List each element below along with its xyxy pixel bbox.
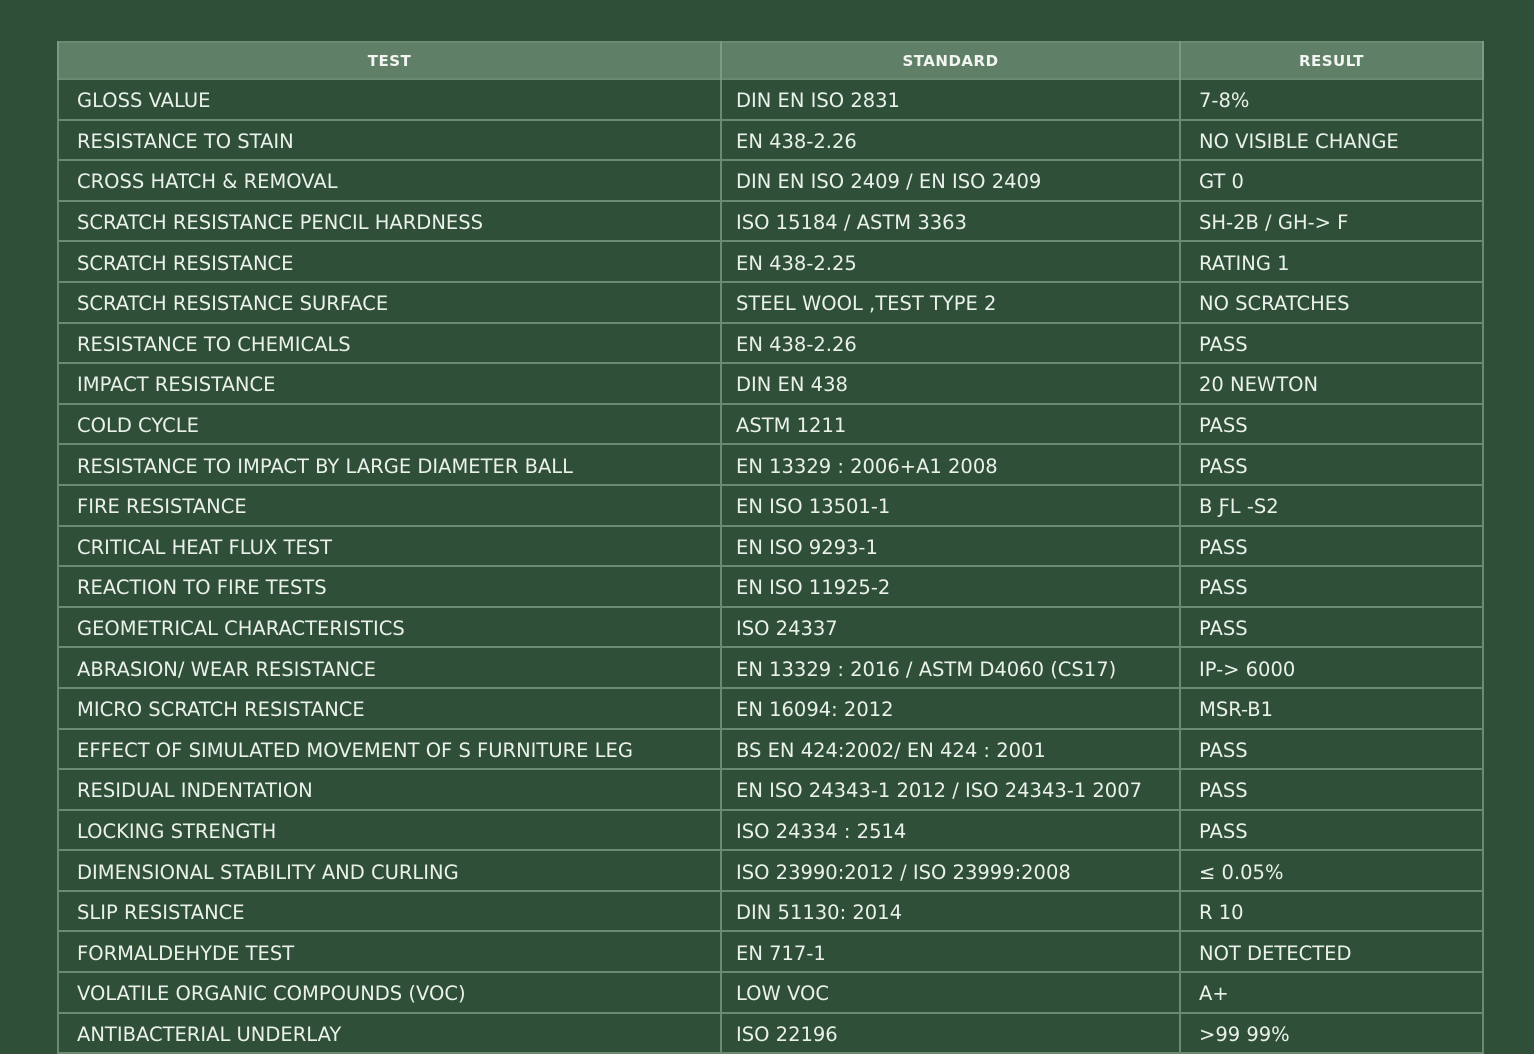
standard-cell: DIN EN ISO 2409 / EN ISO 2409 [721,160,1180,201]
result-cell: RATING 1 [1180,241,1483,282]
table-row [58,729,1483,770]
test-cell: GLOSS VALUE [58,79,721,120]
result-cell: GT 0 [1180,160,1483,201]
table-row [58,810,1483,851]
test-cell: FORMALDEHYDE TEST [58,931,721,972]
result-cell: R 10 [1180,891,1483,932]
test-cell: VOLATILE ORGANIC COMPOUNDS (VOC) [58,972,721,1013]
test-cell: LOCKING STRENGTH [58,810,721,851]
standard-cell: EN ISO 11925-2 [721,566,1180,607]
result-cell: SH-2B / GH-> F [1180,201,1483,242]
standard-cell: ISO 22196 [721,1013,1180,1054]
standard-cell: ISO 15184 / ASTM 3363 [721,201,1180,242]
test-cell: DIMENSIONAL STABILITY AND CURLING [58,850,721,891]
table-row [58,850,1483,891]
test-cell: IMPACT RESISTANCE [58,363,721,404]
standard-cell: LOW VOC [721,972,1180,1013]
table-row [58,404,1483,445]
result-cell: PASS [1180,444,1483,485]
test-cell: CRITICAL HEAT FLUX TEST [58,526,721,567]
standard-cell: BS EN 424:2002/ EN 424 : 2001 [721,729,1180,770]
table-row [58,972,1483,1013]
result-cell: B ƑL -S2 [1180,485,1483,526]
test-cell: SLIP RESISTANCE [58,891,721,932]
standard-cell: EN 438-2.26 [721,120,1180,161]
test-cell: ABRASION/ WEAR RESISTANCE [58,647,721,688]
column-header-test: TEST [58,42,721,79]
table-header [58,42,1483,79]
table-row [58,120,1483,161]
table-row [58,323,1483,364]
result-cell: A+ [1180,972,1483,1013]
table-row [58,566,1483,607]
table-row [58,769,1483,810]
result-cell: PASS [1180,729,1483,770]
test-cell: FIRE RESISTANCE [58,485,721,526]
table-row [58,688,1483,729]
test-cell: RESISTANCE TO IMPACT BY LARGE DIAMETER BALL [58,444,721,485]
standard-cell: EN 13329 : 2006+A1 2008 [721,444,1180,485]
table-row [58,282,1483,323]
result-cell: 7-8% [1180,79,1483,120]
table-row [58,485,1483,526]
result-cell: PASS [1180,323,1483,364]
test-cell: SCRATCH RESISTANCE SURFACE [58,282,721,323]
standard-cell: EN 438-2.26 [721,323,1180,364]
standard-cell: EN 717-1 [721,931,1180,972]
test-cell: SCRATCH RESISTANCE [58,241,721,282]
test-cell: GEOMETRICAL CHARACTERISTICS [58,607,721,648]
test-cell: RESISTANCE TO STAIN [58,120,721,161]
standard-cell: ISO 23990:2012 / ISO 23999:2008 [721,850,1180,891]
table-row [58,160,1483,201]
table-row [58,931,1483,972]
test-cell: EFFECT OF SIMULATED MOVEMENT OF S FURNITURE LEG [58,729,721,770]
test-cell: SCRATCH RESISTANCE PENCIL HARDNESS [58,201,721,242]
table-row [58,363,1483,404]
standard-cell: EN ISO 24343-1 2012 / ISO 24343-1 2007 [721,769,1180,810]
standard-cell: EN 438-2.25 [721,241,1180,282]
standard-cell: DIN EN ISO 2831 [721,79,1180,120]
table-row [58,444,1483,485]
standard-cell: STEEL WOOL ,TEST TYPE 2 [721,282,1180,323]
standard-cell: ASTM 1211 [721,404,1180,445]
standard-cell: DIN 51130: 2014 [721,891,1180,932]
table-body [58,79,1483,1053]
standard-cell: ISO 24334 : 2514 [721,810,1180,851]
table-row [58,1013,1483,1054]
column-header-standard: STANDARD [721,42,1180,79]
table-row [58,79,1483,120]
table-row [58,241,1483,282]
table-row [58,607,1483,648]
test-results-table [57,41,1484,1054]
result-cell: NOT DETECTED [1180,931,1483,972]
test-cell: RESISTANCE TO CHEMICALS [58,323,721,364]
standard-cell: EN 16094: 2012 [721,688,1180,729]
table-row [58,647,1483,688]
header-row [58,42,1483,79]
result-cell: PASS [1180,607,1483,648]
table-row [58,891,1483,932]
table-row [58,526,1483,567]
result-cell: PASS [1180,526,1483,567]
result-cell: MSR-B1 [1180,688,1483,729]
test-cell: REACTION TO FIRE TESTS [58,566,721,607]
result-cell: 20 NEWTON [1180,363,1483,404]
standard-cell: EN 13329 : 2016 / ASTM D4060 (CS17) [721,647,1180,688]
result-cell: NO VISIBLE CHANGE [1180,120,1483,161]
standard-cell: EN ISO 13501-1 [721,485,1180,526]
result-cell: NO SCRATCHES [1180,282,1483,323]
result-cell: PASS [1180,769,1483,810]
test-cell: CROSS HATCH & REMOVAL [58,160,721,201]
test-cell: ANTIBACTERIAL UNDERLAY [58,1013,721,1054]
test-cell: MICRO SCRATCH RESISTANCE [58,688,721,729]
result-cell: ≤ 0.05% [1180,850,1483,891]
test-cell: RESIDUAL INDENTATION [58,769,721,810]
result-cell: PASS [1180,566,1483,607]
test-cell: COLD CYCLE [58,404,721,445]
result-cell: PASS [1180,404,1483,445]
standard-cell: ISO 24337 [721,607,1180,648]
standard-cell: DIN EN 438 [721,363,1180,404]
column-header-result: RESULT [1180,42,1483,79]
standard-cell: EN ISO 9293-1 [721,526,1180,567]
result-cell: >99 99% [1180,1013,1483,1054]
result-cell: PASS [1180,810,1483,851]
result-cell: IP-> 6000 [1180,647,1483,688]
table-row [58,201,1483,242]
